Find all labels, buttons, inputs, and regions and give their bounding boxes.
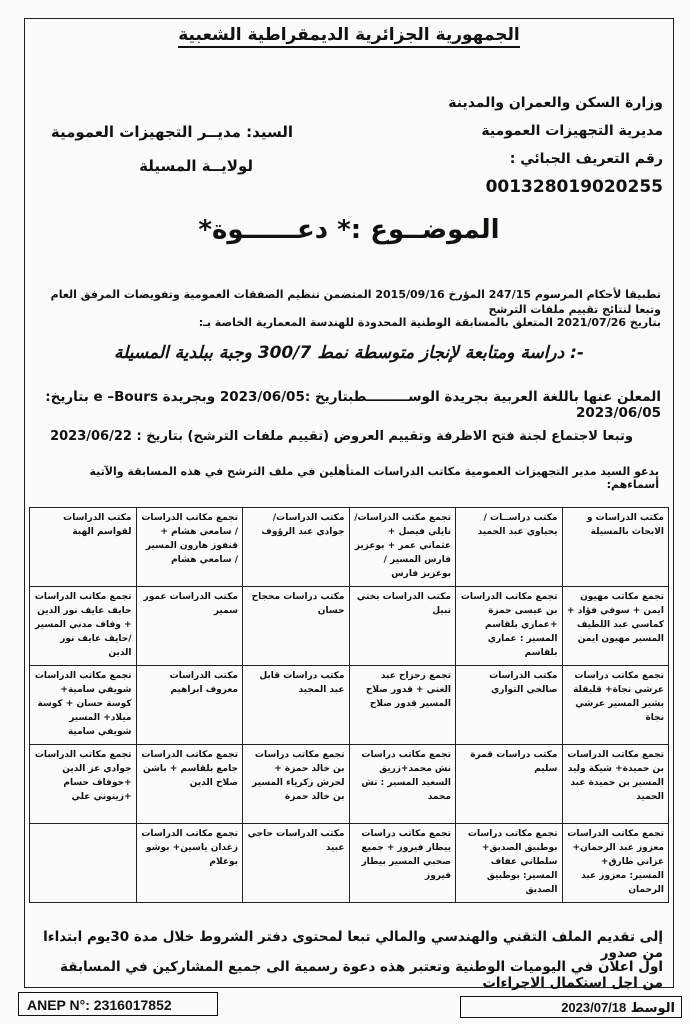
office-row	[30, 508, 669, 587]
office-cell: مكتب الدراسات معروف ابراهيم	[136, 666, 243, 745]
ministry-name: وزارة السكن والعمران والمدينة	[448, 95, 663, 111]
office-cell: تجمع مكاتب الدراسات بن عيسى حمزة +عماري بلقاسم المسير : عماري بلقاسم	[456, 587, 563, 666]
newspaper-box	[460, 996, 682, 1018]
office-row	[30, 745, 669, 824]
tax-id	[333, 145, 663, 202]
office-cell: تجمع مكاتب الدراسات حايف عايف نور الدين + وفاف مدني المسير /حايف عايف نور الدين	[30, 587, 137, 666]
office-cell: مكتب الدراسات/ جوادي عبد الرؤوف	[243, 508, 350, 587]
office-row	[30, 666, 669, 745]
office-cell: مكتب الدراسات حاجي عبيد	[243, 824, 350, 903]
office-cell: تجمع مكاتب الدراسات جامع بلقاسم + باشن صلاح الدين	[136, 745, 243, 824]
office-cell: تجمع مكاتب دراسات نش محمد+زريق السعيد المسير : نش محمد	[349, 745, 456, 824]
office-cell: تجمع مكاتب الدراسات زغدان ياسين+ بوشو بوعلام	[136, 824, 243, 903]
closing-line-1: إلى تقديم الملف التقني والهندسي والمالي تبعا لمحتوى دفتر الشروط خلال مدة 30يوم ابتداءا من صدور	[43, 929, 663, 961]
tax-id-label: رقم التعريف الجبائي :	[509, 151, 663, 167]
office-cell: مكتب دراسات محجاح حسان	[243, 587, 350, 666]
office-cell: تجمع مكاتب دراسات عرشي نجاة+ قليقلة بشير المسير عرشي نجاة	[562, 666, 669, 745]
office-cell: تجمع زحزاح عبد الغني + قدور صلاح المسير قدور صلاح	[349, 666, 456, 745]
newspaper-name: الوسط	[630, 1001, 675, 1016]
anep-number: 2316017852	[93, 997, 172, 1013]
republic-title: الجمهورية الجزائرية الديمقراطية الشعبية	[25, 25, 673, 45]
announcement-line: المعلن عنها باللغة العربية بجريدة الوســـــــــطبتاريخ :2023/06/05 وبجريدة e –Bours بتاريخ: 2023/06/05	[45, 389, 661, 421]
office-cell: تجمع مكاتب دراسات بن خالد حمزة + لحرش زكرياء المسير بن خالد حمزة	[243, 745, 350, 824]
office-cell: تجمع مكاتب الدراسات بن حميدة+ شيكة وليد المسير بن حميدة عبد الحميد	[562, 745, 669, 824]
office-cell: تجمع مكاتب الدراسات جوادي عز الدين +حوفاف حسام +زيتوني علي	[30, 745, 137, 824]
office-cell: مكتب دراســات /يحياوي عبد الحميد	[456, 508, 563, 587]
anep-label: ANEP N°:	[27, 997, 90, 1013]
office-cell: تجمع مكاتب الدراسات / سامعي هشام + قنفوز هارون المسير / سامعي هشام	[136, 508, 243, 587]
addressee-block	[33, 115, 293, 183]
office-cell: مكتب الدراسات صالحي التواري	[456, 666, 563, 745]
office-cell: مكتب دراسات قمرة سليم	[456, 745, 563, 824]
office-cell: تجمع مكتب الدراسات/ نايلي فيصل + عثماني عمر + بوعزيز فارس المسير / بوعزيز فارس	[349, 508, 456, 587]
document-page	[24, 18, 674, 991]
project-title: -: دراسة ومتابعة لإنجاز متوسطة نمط 300/7 وجبة ببلدية المسيلة	[114, 343, 584, 363]
office-cell	[30, 824, 137, 903]
office-cell: مكتب دراسات قابل عبد المجيد	[243, 666, 350, 745]
office-cell: تجمع مكاتب الدراسات معزوز عبد الرحمان+ عزاني طارق+ المسير: معزوز عبد الرحمان	[562, 824, 669, 903]
addressee-line-2: لولايــة المسيلة	[139, 157, 253, 175]
office-cell: مكتب الدراسات بختي نبيل	[349, 587, 456, 666]
issuer-block	[333, 89, 663, 202]
anep-box	[18, 992, 218, 1016]
office-cell: تجمع مكاتب دراسات بوطبيق الصديق+ سلطاني عفاف المسير: بوطبيق الصديق	[456, 824, 563, 903]
office-cell: مكتب الدراسات لقواسم الهبة	[30, 508, 137, 587]
committee-meeting-line: وتبعا لاجتماع لجنة فتح الاظرفة وتقييم العروض (تقييم ملفات الترشح) بتاريخ : 2023/06/22	[50, 429, 633, 444]
directorate-name: مديرية التجهيزات العمومية	[481, 123, 663, 139]
office-row	[30, 824, 669, 903]
tax-id-number: 001328019020255	[485, 177, 663, 197]
qualified-offices-table	[29, 507, 669, 903]
evaluation-paragraph: بتاريخ 2021/07/26 المتعلق بالمسابقة الوطنية المحدودة للهندسة المعمارية الخاصة بـ:	[198, 316, 661, 329]
office-cell: تجمع مكاتب دراسات بيطار فيروز + جميع صحبي المسير بيطار فيروز	[349, 824, 456, 903]
office-cell: تجمع مكاتب مهيون ايمن + سوفي فؤاد + كماسي عبد اللطيف المسير مهيون ايمن	[562, 587, 669, 666]
subject-heading: الموضــوع :* دعــــــوة*	[198, 215, 500, 245]
office-cell: تجمع مكاتب الدراسات شويفي سامية+ كوسة حسان + كوسة ميلاد+ المسير شويفي سامية	[30, 666, 137, 745]
office-cell: مكتب الدراسات عمور سمير	[136, 587, 243, 666]
addressee-line-1: السيد: مديــر التجهيزات العمومية	[50, 123, 293, 141]
office-cell: مكتب الدراسات و الابحاث بالمسيلة	[562, 508, 669, 587]
decree-paragraph: تطبيقا لأحكام المرسوم 247/15 المؤرخ 2015/09/16 المتضمن تنظيم الصفقات العمومية وتفويضات المرفق العام وتبعا لنتائج تقييم ملفات الترشح	[50, 288, 661, 316]
invitation-line: يدعو السيد مدير التجهيزات العمومية مكاتب الدراسات المتأهلين في ملف الترشح في هذه المسابقة والآتية أسماءهم:	[89, 465, 659, 491]
newspaper-date: 2023/07/18	[561, 1000, 627, 1015]
office-row	[30, 587, 669, 666]
closing-line-2: اول اعلان في اليوميات الوطنية وتعتبر هذه دعوة رسمية الى جميع المشاركين في المسابقة من اجل استكمال الاجراءات	[60, 959, 663, 991]
